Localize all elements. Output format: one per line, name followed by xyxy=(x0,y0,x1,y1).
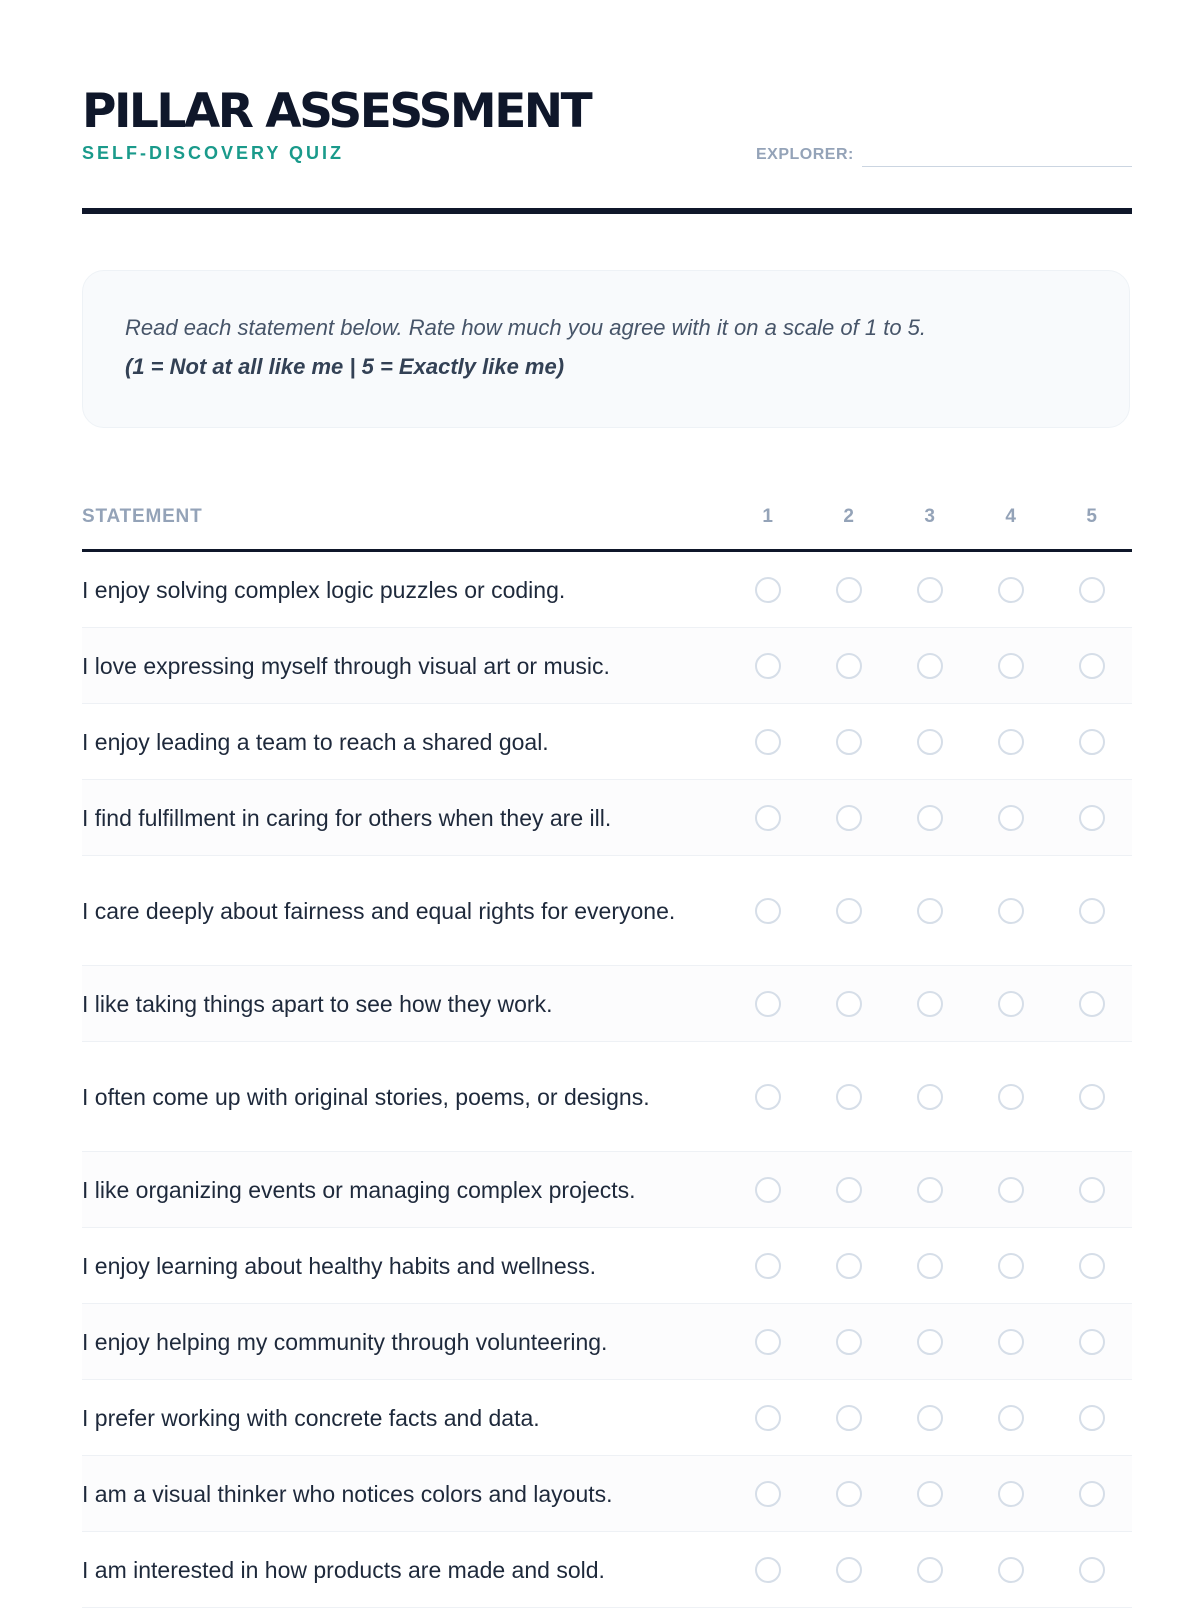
table-row xyxy=(82,1042,1132,1152)
rating-radio-1[interactable] xyxy=(755,1405,781,1431)
rating-radio-2[interactable] xyxy=(836,653,862,679)
rating-radio-1[interactable] xyxy=(755,991,781,1017)
statement-text: I enjoy learning about healthy habits and wellness. xyxy=(82,1252,597,1279)
table-row xyxy=(82,1152,1132,1228)
column-header-1: 1 xyxy=(762,506,774,527)
statement-text: I enjoy helping my community through volunteering. xyxy=(82,1328,608,1355)
rating-radio-1[interactable] xyxy=(755,729,781,755)
rating-radio-3[interactable] xyxy=(917,653,943,679)
header-divider xyxy=(82,208,1132,214)
rating-radio-3[interactable] xyxy=(917,1557,943,1583)
statement-text: I love expressing myself through visual art or music. xyxy=(82,652,610,679)
column-header-5: 5 xyxy=(1086,506,1098,527)
rating-radio-4[interactable] xyxy=(998,1177,1024,1203)
explorer-name-field[interactable] xyxy=(862,166,1132,167)
rating-radio-2[interactable] xyxy=(836,1481,862,1507)
rating-radio-5[interactable] xyxy=(1079,1084,1105,1110)
table-body xyxy=(82,552,1132,1608)
rating-radio-2[interactable] xyxy=(836,729,862,755)
rating-radio-5[interactable] xyxy=(1079,653,1105,679)
rating-radio-3[interactable] xyxy=(917,1405,943,1431)
rating-radio-5[interactable] xyxy=(1079,1329,1105,1355)
rating-radio-2[interactable] xyxy=(836,1084,862,1110)
statement-text: I enjoy solving complex logic puzzles or coding. xyxy=(82,576,566,603)
table-row xyxy=(82,552,1132,628)
rating-radio-4[interactable] xyxy=(998,991,1024,1017)
assessment-page xyxy=(82,0,1132,1583)
rating-radio-3[interactable] xyxy=(917,805,943,831)
page-title: PILLAR ASSESSMENT xyxy=(82,84,591,139)
rating-radio-1[interactable] xyxy=(755,1177,781,1203)
table-row xyxy=(82,1228,1132,1304)
rating-radio-2[interactable] xyxy=(836,1405,862,1431)
rating-radio-1[interactable] xyxy=(755,805,781,831)
instructions-box xyxy=(82,270,1130,428)
statement-text: I am interested in how products are made and sold. xyxy=(82,1556,605,1583)
rating-radio-2[interactable] xyxy=(836,805,862,831)
table-row xyxy=(82,1456,1132,1532)
rating-radio-4[interactable] xyxy=(998,1253,1024,1279)
statement-text: I often come up with original stories, poems, or designs. xyxy=(82,1083,650,1110)
rating-radio-1[interactable] xyxy=(755,898,781,924)
rating-radio-4[interactable] xyxy=(998,729,1024,755)
table-header xyxy=(82,494,1132,552)
rating-radio-4[interactable] xyxy=(998,577,1024,603)
rating-radio-3[interactable] xyxy=(917,1481,943,1507)
statement-text: I enjoy leading a team to reach a shared goal. xyxy=(82,728,549,755)
rating-radio-1[interactable] xyxy=(755,1481,781,1507)
rating-radio-2[interactable] xyxy=(836,1557,862,1583)
column-header-2: 2 xyxy=(843,506,855,527)
scale-legend: (1 = Not at all like me | 5 = Exactly like me) xyxy=(125,354,565,379)
table-row xyxy=(82,966,1132,1042)
table-row xyxy=(82,1380,1132,1456)
rating-radio-3[interactable] xyxy=(917,577,943,603)
rating-radio-4[interactable] xyxy=(998,805,1024,831)
rating-radio-4[interactable] xyxy=(998,1084,1024,1110)
rating-radio-2[interactable] xyxy=(836,1177,862,1203)
rating-radio-4[interactable] xyxy=(998,1557,1024,1583)
statement-text: I care deeply about fairness and equal rights for everyone. xyxy=(82,897,676,924)
rating-radio-1[interactable] xyxy=(755,1557,781,1583)
rating-radio-3[interactable] xyxy=(917,898,943,924)
statement-text: I like taking things apart to see how they work. xyxy=(82,990,553,1017)
rating-table xyxy=(82,494,1132,1608)
rating-radio-3[interactable] xyxy=(917,1177,943,1203)
rating-radio-3[interactable] xyxy=(917,1253,943,1279)
table-row xyxy=(82,780,1132,856)
instructions-text: Read each statement below. Rate how much you agree with it on a scale of 1 to 5. xyxy=(125,315,927,340)
rating-radio-1[interactable] xyxy=(755,1329,781,1355)
rating-radio-1[interactable] xyxy=(755,1253,781,1279)
rating-radio-3[interactable] xyxy=(917,1329,943,1355)
rating-radio-5[interactable] xyxy=(1079,729,1105,755)
rating-radio-5[interactable] xyxy=(1079,1557,1105,1583)
rating-radio-4[interactable] xyxy=(998,898,1024,924)
rating-radio-5[interactable] xyxy=(1079,1177,1105,1203)
column-header-4: 4 xyxy=(1005,506,1017,527)
rating-radio-5[interactable] xyxy=(1079,1405,1105,1431)
page-subtitle: SELF-DISCOVERY QUIZ xyxy=(82,143,345,163)
rating-radio-5[interactable] xyxy=(1079,805,1105,831)
rating-radio-5[interactable] xyxy=(1079,1481,1105,1507)
rating-radio-2[interactable] xyxy=(836,898,862,924)
rating-radio-4[interactable] xyxy=(998,1481,1024,1507)
rating-radio-5[interactable] xyxy=(1079,898,1105,924)
table-row xyxy=(82,1532,1132,1608)
rating-radio-5[interactable] xyxy=(1079,991,1105,1017)
column-header-statement: STATEMENT xyxy=(82,506,203,527)
rating-radio-3[interactable] xyxy=(917,1084,943,1110)
rating-radio-2[interactable] xyxy=(836,991,862,1017)
page-header xyxy=(82,0,1132,216)
rating-radio-5[interactable] xyxy=(1079,577,1105,603)
rating-radio-1[interactable] xyxy=(755,577,781,603)
rating-radio-5[interactable] xyxy=(1079,1253,1105,1279)
table-row xyxy=(82,856,1132,966)
rating-radio-3[interactable] xyxy=(917,729,943,755)
table-row xyxy=(82,1304,1132,1380)
rating-radio-3[interactable] xyxy=(917,991,943,1017)
rating-radio-2[interactable] xyxy=(836,1329,862,1355)
statement-text: I like organizing events or managing complex projects. xyxy=(82,1176,636,1203)
rating-radio-4[interactable] xyxy=(998,1405,1024,1431)
table-row xyxy=(82,628,1132,704)
rating-radio-1[interactable] xyxy=(755,653,781,679)
statement-text: I am a visual thinker who notices colors and layouts. xyxy=(82,1480,613,1507)
statement-text: I find fulfillment in caring for others when they are ill. xyxy=(82,804,612,831)
explorer-label: EXPLORER: xyxy=(756,146,854,163)
rating-radio-2[interactable] xyxy=(836,1253,862,1279)
column-header-3: 3 xyxy=(924,506,936,527)
rating-radio-4[interactable] xyxy=(998,653,1024,679)
rating-radio-2[interactable] xyxy=(836,577,862,603)
statement-text: I prefer working with concrete facts and data. xyxy=(82,1404,540,1431)
table-row xyxy=(82,704,1132,780)
rating-radio-4[interactable] xyxy=(998,1329,1024,1355)
rating-radio-1[interactable] xyxy=(755,1084,781,1110)
